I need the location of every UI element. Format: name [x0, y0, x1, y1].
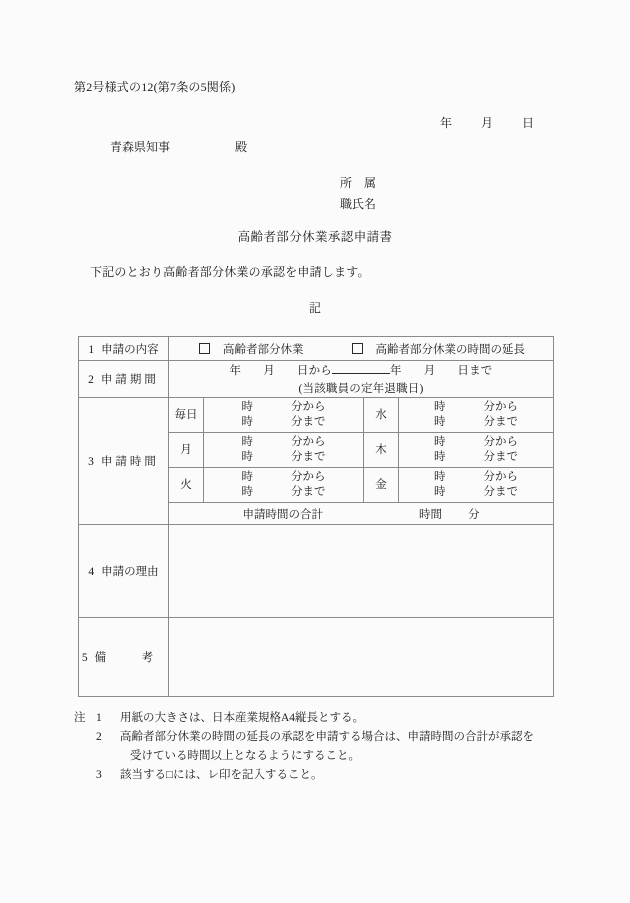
time-to-min: 分まで [291, 416, 326, 428]
period-to-month: 月 [423, 365, 436, 377]
footnote-text-1: 用紙の大きさは、日本産業規格A4縦長とする。 [120, 712, 365, 724]
period-from-day: 日から [296, 365, 332, 377]
time-from-hour: 時 [241, 471, 253, 483]
day-label-tuesday: 火 [169, 468, 204, 503]
checkbox-icon[interactable] [352, 343, 363, 354]
time-to-hour: 時 [434, 416, 446, 428]
day-label-monday: 月 [169, 433, 204, 468]
date-year-label: 年 [440, 116, 453, 130]
footnote-item-1 [74, 709, 574, 728]
time-from-hour: 時 [434, 401, 446, 413]
ki-mark: 記 [308, 301, 321, 315]
table-row-reason [79, 525, 554, 618]
time-to-min: 分まで [483, 486, 518, 498]
checkbox-option-1-label: 高齢者部分休業 [223, 343, 304, 356]
row2-label: 申請期間 [100, 374, 159, 386]
time-to-hour: 時 [241, 486, 253, 498]
row1-number: 1 [88, 343, 95, 356]
row4-label: 申請の理由 [101, 566, 159, 578]
row2-label-cell [79, 361, 169, 398]
affiliation-label: 所 属 [340, 176, 377, 190]
table-row-content [79, 337, 554, 361]
day-label-everyday: 毎日 [169, 398, 204, 433]
time-from-min: 分から [483, 436, 518, 448]
time-from-hour: 時 [241, 436, 253, 448]
time-from-min: 分から [291, 471, 326, 483]
period-to-year: 年 [390, 365, 402, 377]
time-to-min: 分まで [291, 486, 326, 498]
time-to-hour: 時 [434, 486, 446, 498]
addressee-honorific: 殿 [235, 140, 248, 154]
date-line [440, 114, 534, 131]
time-to-hour: 時 [241, 416, 253, 428]
time-range-wednesday[interactable] [399, 398, 554, 433]
reason-input-area[interactable] [169, 525, 554, 618]
row3-label-cell [79, 398, 169, 525]
time-to-min: 分まで [291, 451, 326, 463]
addressee [110, 138, 247, 155]
time-from-min: 分から [291, 401, 326, 413]
applicant-block [340, 173, 376, 215]
time-from-hour: 時 [434, 471, 446, 483]
addressee-name: 青森県知事 [110, 140, 171, 154]
footnote-item-2 [74, 728, 574, 747]
period-input-underline[interactable] [332, 373, 390, 374]
period-note: (当該職員の定年退職日) [298, 383, 424, 395]
period-from-month: 月 [263, 365, 275, 377]
remarks-input-area[interactable] [169, 618, 554, 697]
time-to-hour: 時 [434, 451, 446, 463]
footnote-number-1: 1 [96, 712, 102, 724]
checkbox-icon[interactable] [199, 343, 210, 354]
time-from-min: 分から [483, 401, 518, 413]
date-month-label: 月 [481, 116, 494, 130]
time-to-min: 分まで [483, 416, 518, 428]
row3-number: 3 [88, 456, 94, 468]
time-range-friday[interactable] [399, 468, 554, 503]
row1-value-cell [169, 337, 554, 361]
name-label: 職氏名 [340, 197, 377, 211]
checkbox-option-2-label: 高齢者部分休業の時間の延長 [375, 343, 525, 356]
time-to-min: 分まで [483, 451, 518, 463]
time-from-hour: 時 [434, 436, 446, 448]
day-label-wednesday: 水 [364, 398, 399, 433]
row5-label: 備 考 [94, 652, 166, 664]
time-from-hour: 時 [241, 401, 253, 413]
footnote-text-2: 高齢者部分休業の時間の延長の承認を申請する場合は、申請時間の合計が承認を [120, 731, 534, 743]
footnote-number-2: 2 [96, 731, 102, 743]
footnote-item-3 [74, 766, 574, 785]
intro-sentence: 下記のとおり高齢者部分休業の承認を申請します。 [90, 265, 370, 279]
row4-number: 4 [88, 566, 95, 578]
time-to-hour: 時 [241, 451, 253, 463]
total-cell[interactable] [169, 503, 554, 525]
row1-label: 申請の内容 [101, 343, 159, 356]
total-minute-label: 分 [468, 508, 480, 521]
row5-number: 5 [81, 652, 88, 664]
document-title: 高齢者部分休業承認申請書 [237, 230, 393, 244]
application-table [78, 336, 554, 697]
time-range-thursday[interactable] [399, 433, 554, 468]
row2-number: 2 [88, 374, 94, 386]
table-row-remarks [79, 618, 554, 697]
table-row-time-1 [79, 398, 554, 433]
footnote-head: 注 [74, 712, 86, 724]
row4-label-cell [79, 525, 169, 618]
total-hour-label: 時間 [419, 508, 442, 521]
time-range-everyday[interactable] [204, 398, 364, 433]
row2-value-cell[interactable] [169, 361, 554, 398]
checkbox-option-1[interactable] [199, 341, 304, 357]
time-range-monday[interactable] [204, 433, 364, 468]
footnotes [74, 709, 574, 785]
row5-label-cell [79, 618, 169, 697]
day-label-thursday: 木 [364, 433, 399, 468]
time-range-tuesday[interactable] [204, 468, 364, 503]
footnote-number-3: 3 [96, 769, 102, 781]
total-label: 申請時間の合計 [242, 508, 323, 521]
footnote-text-3: 該当する□には、レ印を記入すること。 [120, 769, 323, 781]
period-to-day: 日まで [457, 365, 493, 377]
table-row-period [79, 361, 554, 398]
day-label-friday: 金 [364, 468, 399, 503]
period-from-year: 年 [229, 365, 242, 377]
time-from-min: 分から [483, 471, 518, 483]
row1-label-cell [79, 337, 169, 361]
time-from-min: 分から [291, 436, 326, 448]
footnote-text-2-cont: 受けている時間以上となるようにすること。 [130, 750, 360, 762]
date-day-label: 日 [522, 116, 535, 130]
row3-label: 申請時間 [100, 456, 159, 468]
form-number: 第2号様式の12(第7条の5関係) [74, 80, 236, 94]
checkbox-option-2[interactable] [352, 341, 526, 357]
